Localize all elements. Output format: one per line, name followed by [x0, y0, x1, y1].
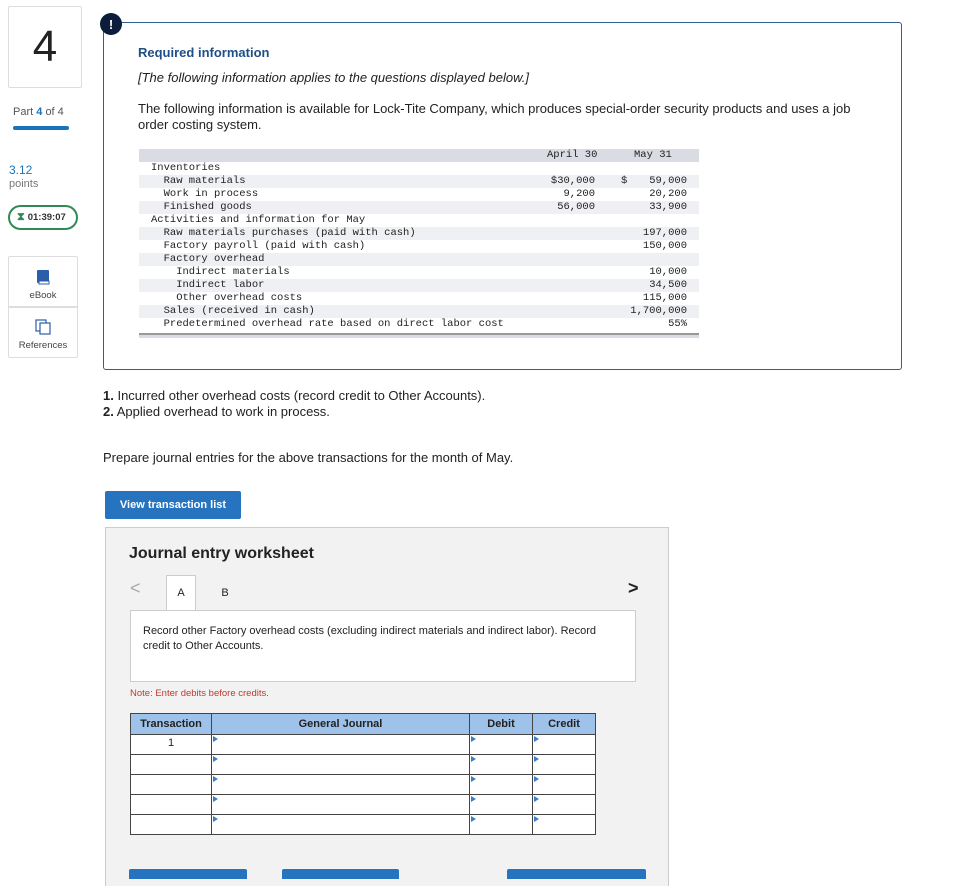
data-cell-label: Raw materials	[151, 175, 246, 187]
debit-input[interactable]	[470, 815, 533, 835]
th-general-journal: General Journal	[212, 714, 470, 735]
journal-worksheet	[105, 527, 669, 886]
account-input[interactable]	[212, 815, 470, 835]
data-cell-c2: 20,200	[649, 188, 687, 200]
view-general-journal-button[interactable]	[507, 869, 646, 879]
debit-note: Note: Enter debits before credits.	[130, 688, 269, 699]
info-paragraph: The following information is available for Lock-Tite Company, which produces special-order security products and uses a job order costing system.	[138, 101, 851, 132]
points-value: 3.12	[9, 163, 33, 177]
data-row	[139, 292, 699, 305]
question-2	[103, 404, 330, 419]
hourglass-icon: ⧗	[17, 211, 25, 223]
question-number: 4	[32, 22, 58, 71]
data-cell-c1: 56,000	[557, 201, 595, 213]
data-row	[139, 266, 699, 279]
data-row	[139, 240, 699, 253]
account-input[interactable]	[212, 755, 470, 775]
data-row	[139, 253, 699, 266]
question-2-text: Applied overhead to work in process.	[116, 404, 330, 419]
question-1	[103, 388, 485, 403]
ebook-label: eBook	[29, 290, 57, 301]
question-number-box	[8, 6, 82, 88]
debit-input[interactable]	[470, 795, 533, 815]
tab-a[interactable]: A	[166, 575, 196, 610]
references-button[interactable]	[8, 306, 78, 358]
data-cell-label: Activities and information for May	[151, 214, 366, 226]
question-1-num: 1.	[103, 388, 114, 403]
timer[interactable]	[8, 205, 78, 230]
col-may-header: May 31	[634, 149, 672, 161]
transaction-cell: 1	[131, 735, 212, 755]
documents-icon	[35, 319, 51, 335]
data-row	[139, 201, 699, 214]
data-cell-c2: 10,000	[649, 266, 687, 278]
account-input[interactable]	[212, 735, 470, 755]
data-cell-label: Raw materials purchases (paid with cash)	[151, 227, 416, 239]
worksheet-instruction: Record other Factory overhead costs (excluding indirect materials and indirect labor). Record credit to Other Accounts.	[130, 610, 636, 682]
data-cell-label: Indirect materials	[151, 266, 290, 278]
credit-input[interactable]	[533, 735, 596, 755]
part-current: 4	[36, 106, 43, 118]
next-arrow-icon[interactable]: >	[628, 578, 639, 598]
table-row	[131, 735, 596, 755]
data-row	[139, 162, 699, 175]
view-transaction-list-button[interactable]: View transaction list	[105, 491, 241, 519]
data-cell-c2: 1,700,000	[630, 305, 687, 317]
table-row	[131, 815, 596, 835]
data-cell-label: Other overhead costs	[151, 292, 303, 304]
credit-input[interactable]	[533, 775, 596, 795]
info-note: [The following information applies to the questions displayed below.]	[138, 70, 529, 85]
tab-b[interactable]: B	[221, 586, 229, 599]
clear-entry-button[interactable]	[282, 869, 399, 879]
data-cell-label: Sales (received in cash)	[151, 305, 315, 317]
timer-value: 01:39:07	[27, 212, 66, 223]
question-2-num: 2.	[103, 404, 114, 419]
data-cell-c2: 115,000	[642, 292, 687, 304]
record-entry-button[interactable]	[129, 869, 247, 879]
data-cell-c2: 197,000	[642, 227, 687, 239]
debit-input[interactable]	[470, 735, 533, 755]
credit-input[interactable]	[533, 755, 596, 775]
transaction-cell	[131, 775, 212, 795]
data-row	[139, 188, 699, 201]
data-cell-label: Finished goods	[151, 201, 252, 213]
credit-input[interactable]	[533, 815, 596, 835]
data-cell-label: Factory payroll (paid with cash)	[151, 240, 366, 252]
account-input[interactable]	[212, 775, 470, 795]
part-indicator	[13, 106, 64, 118]
data-table-footer	[139, 333, 699, 338]
data-table-header	[139, 149, 699, 162]
th-credit: Credit	[533, 714, 596, 735]
credit-input[interactable]	[533, 795, 596, 815]
references-label: References	[18, 340, 68, 351]
data-cell-c2: 55%	[668, 318, 687, 330]
points-label: points	[9, 178, 39, 190]
data-cell-label: Predetermined overhead rate based on direct labor cost	[151, 318, 504, 330]
transaction-cell	[131, 815, 212, 835]
data-cell-c1: 9,200	[563, 188, 595, 200]
table-row	[131, 755, 596, 775]
data-row	[139, 214, 699, 227]
data-row	[139, 227, 699, 240]
data-table	[139, 149, 699, 338]
part-of: of 4	[45, 106, 64, 118]
data-cell-label: Indirect labor	[151, 279, 265, 291]
debit-input[interactable]	[470, 775, 533, 795]
worksheet-title: Journal entry worksheet	[129, 545, 314, 562]
th-transaction: Transaction	[131, 714, 212, 735]
part-progress-bar	[13, 126, 69, 130]
transaction-cell	[131, 755, 212, 775]
data-row	[139, 175, 699, 188]
data-cell-c2: 150,000	[642, 240, 687, 252]
account-input[interactable]	[212, 795, 470, 815]
table-row	[131, 795, 596, 815]
question-1-text: Incurred other overhead costs (record credit to Other Accounts).	[117, 388, 486, 403]
data-cell-c2: 33,900	[649, 201, 687, 213]
required-heading: Required information	[138, 45, 270, 60]
data-row	[139, 279, 699, 292]
prev-arrow-icon[interactable]: <	[130, 578, 141, 598]
data-cell-c2: 34,500	[649, 279, 687, 291]
data-cell-c1: $30,000	[550, 175, 595, 187]
data-cell-c2: 59,000	[649, 175, 687, 187]
data-row	[139, 305, 699, 318]
transaction-cell	[131, 795, 212, 815]
data-cell-d: $	[621, 175, 628, 187]
data-cell-label: Work in process	[151, 188, 259, 200]
ebook-button[interactable]	[8, 256, 78, 308]
col-april-header: April 30	[547, 149, 598, 161]
book-icon	[35, 269, 51, 285]
data-cell-label: Inventories	[151, 162, 221, 174]
debit-input[interactable]	[470, 755, 533, 775]
prepare-instruction: Prepare journal entries for the above transactions for the month of May.	[103, 450, 514, 465]
th-debit: Debit	[470, 714, 533, 735]
alert-icon: !	[100, 13, 122, 35]
part-label: Part	[13, 106, 34, 118]
data-row	[139, 318, 699, 331]
table-row	[131, 775, 596, 795]
journal-table	[130, 713, 596, 835]
data-cell-label: Factory overhead	[151, 253, 265, 265]
